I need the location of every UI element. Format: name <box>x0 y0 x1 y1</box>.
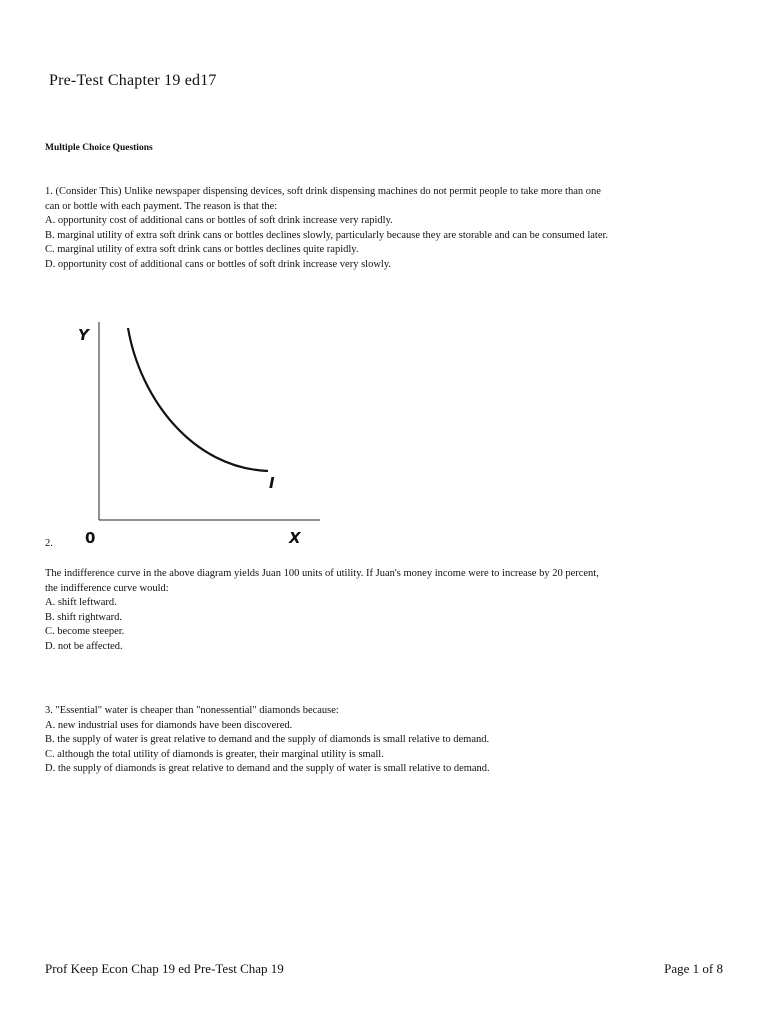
question-1 <box>45 185 735 273</box>
question-2-option-a: A. shift leftward. <box>45 597 117 609</box>
question-1-stem-line: can or bottle with each payment. The reason is that the: <box>45 200 278 212</box>
question-1-option-c: C. marginal utility of extra soft drink cans or bottles declines quite rapidly. <box>45 244 359 256</box>
question-2-option-d: D. not be affected. <box>45 640 123 652</box>
question-3-option-c: C. although the total utility of diamonds is greater, their marginal utility is small. <box>45 748 384 760</box>
document-title: Pre-Test Chapter 19 ed17 <box>49 72 217 89</box>
footer-page-number: Page 1 of 8 <box>664 961 723 976</box>
question-2-option-c: C. become steeper. <box>45 626 125 638</box>
question-1-option-d: D. opportunity cost of additional cans or bottles of soft drink increase very slowly. <box>45 258 392 270</box>
question-3 <box>45 704 735 777</box>
origin-label: 0 <box>85 529 96 547</box>
y-axis-label: Y <box>78 326 89 344</box>
question-3-option-d: D. the supply of diamonds is great relative to demand and the supply of water is small relative to demand. <box>45 763 490 775</box>
question-1-option-a: A. opportunity cost of additional cans or bottles of soft drink increase very rapidly. <box>45 215 393 227</box>
question-2 <box>45 567 735 655</box>
x-axis-label: X <box>289 529 301 547</box>
question-3-option-b: B. the supply of water is great relative to demand and the supply of diamonds is small relative to demand. <box>45 734 490 746</box>
question-2-number: 2. <box>45 538 53 549</box>
question-1-stem-line: 1. (Consider This) Unlike newspaper dispensing devices, soft drink dispensing machines do not permit people to take more than one <box>45 186 601 197</box>
question-2-stem-line: The indifference curve in the above diagram yields Juan 100 units of utility. If Juan's money income were to increase by 20 percent, <box>45 568 599 579</box>
indifference-curve <box>128 328 268 471</box>
section-heading: Multiple Choice Questions <box>45 143 153 153</box>
question-3-stem-line: 3. "Essential" water is cheaper than "nonessential" diamonds because: <box>45 705 339 716</box>
question-3-option-a: A. new industrial uses for diamonds have been discovered. <box>45 719 293 731</box>
question-2-stem-line: the indifference curve would: <box>45 582 169 594</box>
footer-course-label: Prof Keep Econ Chap 19 ed Pre-Test Chap 19 <box>45 961 284 976</box>
question-2-option-b: B. shift rightward. <box>45 611 122 623</box>
indifference-curve-graph <box>62 318 322 550</box>
question-1-option-b: B. marginal utility of extra soft drink cans or bottles declines slowly, particularly because they are storable and can be consumed later. <box>45 229 609 241</box>
curve-label: I <box>269 474 275 492</box>
